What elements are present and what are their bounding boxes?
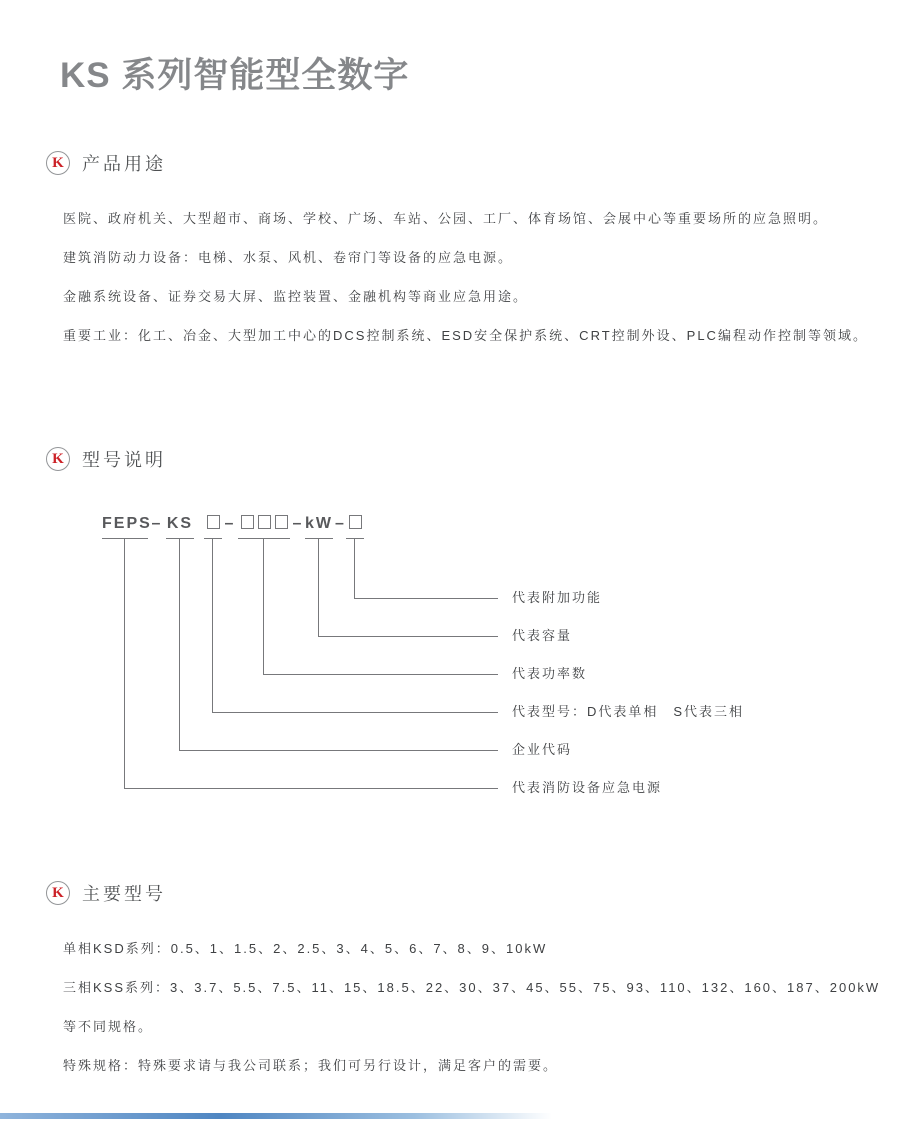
connector-line: [263, 539, 264, 674]
placeholder-box-icon: [241, 515, 254, 529]
text-line: 金融系统设备、证券交易大屏、监控装置、金融机构等商业应急用途。: [63, 289, 529, 304]
connector-line: [318, 636, 498, 637]
model-code-kw: kW: [305, 513, 333, 539]
connector-line: [354, 539, 355, 598]
section-header-main-models: [46, 880, 166, 906]
placeholder-box-icon: [258, 515, 271, 529]
k-badge-letter: K: [52, 154, 64, 171]
connector-line: [318, 539, 319, 636]
k-circle-icon: [46, 447, 70, 471]
diagram-label: 代表附加功能: [512, 590, 603, 605]
product-use-text: [63, 199, 870, 355]
footer-accent-bar: [0, 1113, 552, 1119]
model-code-dash: –: [335, 515, 346, 532]
page-title: KS 系列智能型全数字: [60, 56, 410, 95]
placeholder-box-icon: [207, 515, 220, 529]
model-code-feps: FEPS: [102, 513, 148, 539]
model-code-dash: –: [224, 515, 236, 532]
diagram-label: 代表容量: [512, 628, 573, 643]
section-header-product-use: [46, 150, 166, 176]
model-code-dash: –: [292, 515, 304, 532]
text-line: 三相KSS系列：3、3.7、5.5、7.5、11、15、18.5、22、30、37、45、55、75、93、110、132、160、187、200kW: [63, 980, 881, 995]
placeholder-box-icon: [275, 515, 288, 529]
model-code-diagram: [100, 505, 860, 805]
diagram-label: 代表消防设备应急电源: [512, 780, 663, 795]
section-title: 主要型号: [82, 884, 166, 904]
text-line: 特殊规格：特殊要求请与我公司联系；我们可另行设计，满足客户的需要。: [63, 1058, 559, 1073]
placeholder-box-icon: [349, 515, 362, 529]
text-line: 医院、政府机关、大型超市、商场、学校、广场、车站、公园、工厂、体育场馆、会展中心等重要场所的应急照明。: [63, 211, 829, 226]
connector-line: [212, 712, 498, 713]
text-line: 建筑消防动力设备：电梯、水泵、风机、卷帘门等设备的应急电源。: [63, 250, 514, 265]
connector-line: [124, 788, 498, 789]
connector-line: [263, 674, 498, 675]
text-line: 单相KSD系列：0.5、1、1.5、2、2.5、3、4、5、6、7、8、9、10kW: [63, 941, 548, 956]
k-badge-letter: K: [52, 450, 64, 467]
model-code-ks: KS: [166, 513, 194, 539]
connector-line: [354, 598, 498, 599]
connector-line: [179, 539, 180, 750]
model-code-dash: –: [151, 515, 163, 532]
k-circle-icon: [46, 151, 70, 175]
diagram-label: 代表型号：D代表单相 S代表三相: [512, 704, 745, 719]
model-code-extra-box: [346, 513, 364, 539]
text-line: 重要工业：化工、冶金、大型加工中心的DCS控制系统、ESD安全保护系统、CRT控制外设、PLC编程动作控制等领域。: [63, 328, 868, 343]
text-line: 等不同规格。: [63, 1019, 154, 1034]
main-models-text: [63, 929, 881, 1085]
k-badge-letter: K: [52, 884, 64, 901]
section-header-model-description: [46, 446, 166, 472]
connector-line: [179, 750, 498, 751]
model-code-type-box: [204, 513, 222, 539]
connector-line: [124, 539, 125, 788]
section-title: 产品用途: [82, 154, 166, 174]
connector-line: [212, 539, 213, 712]
diagram-label: 企业代码: [512, 742, 573, 757]
model-code-power-boxes: [238, 513, 290, 539]
diagram-label: 代表功率数: [512, 666, 588, 681]
k-circle-icon: [46, 881, 70, 905]
section-title: 型号说明: [82, 450, 166, 470]
